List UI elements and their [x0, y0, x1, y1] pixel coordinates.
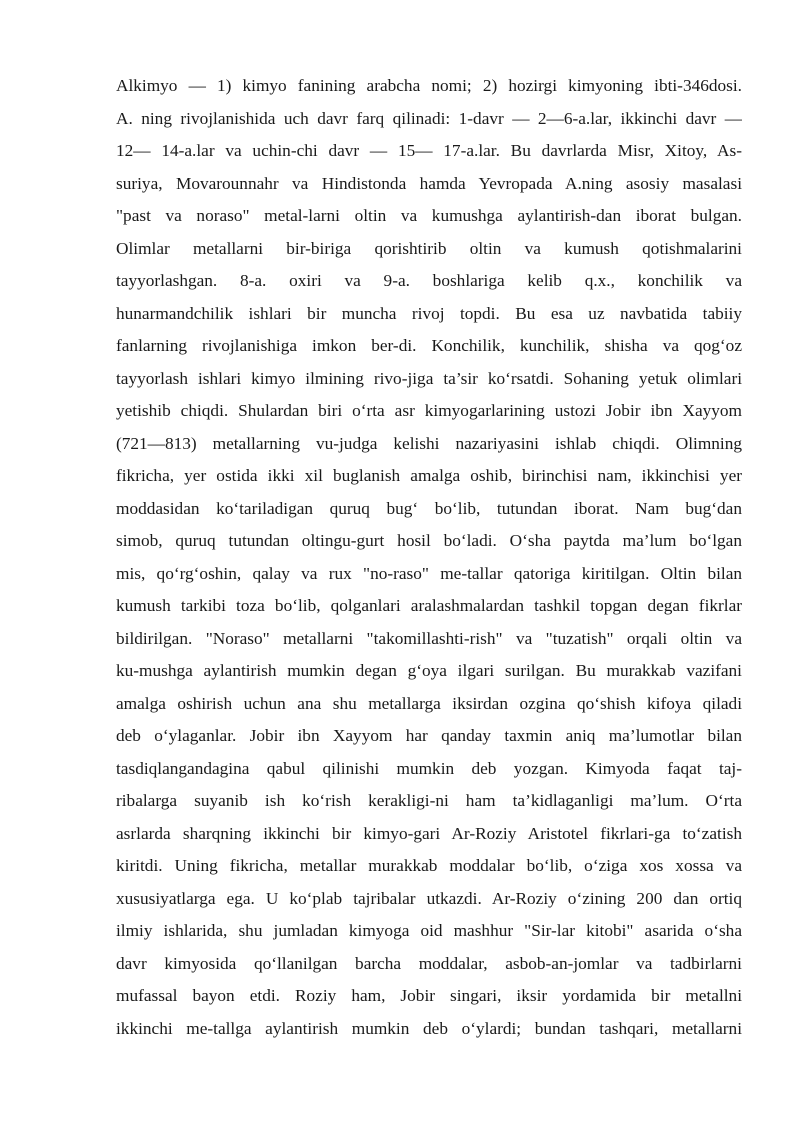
- text-line: moddasidan ko‘tariladigan quruq bug‘ bo‘lib, tutundan iborat. Nam bug‘dan: [116, 498, 742, 518]
- text-line: tayyorlash ishlari kimyo ilmining rivo-jiga ta’sir ko‘rsatdi. Sohaning yetuk olimlari: [116, 368, 742, 388]
- text-line: Alkimyo — 1) kimyo fanining arabcha nomi; 2) hozirgi kimyoning ibti-346dosi.: [116, 76, 742, 95]
- body-text: [116, 70, 742, 1045]
- text-line: kumush tarkibi toza bo‘lib, qolganlari aralashmalardan tashkil topgan degan fikrlar: [116, 596, 742, 615]
- text-line: "past va noraso" metal-larni oltin va kumushga aylantirish-dan iborat bulgan.: [116, 206, 742, 225]
- text-line: xususiyatlarga ega. U ko‘plab tajribalar utkazdi. Ar-Roziy o‘zining 200 dan ortiq: [116, 888, 742, 908]
- text-line: mufassal bayon etdi. Roziy ham, Jobir singari, iksir yordamida bir metallni: [116, 986, 742, 1005]
- text-line: fanlarning rivojlanishiga imkon ber-di. Konchilik, kunchilik, shisha va qog‘oz: [116, 336, 742, 355]
- text-line: amalga oshirish uchun ana shu metallarga iksirdan ozgina qo‘shish kifoya qiladi: [116, 693, 742, 713]
- text-line: ribalarga suyanib ish ko‘rish kerakligi-ni ham ta’kidlaganligi ma’lum. O‘rta: [116, 791, 742, 810]
- text-line: hunarmandchilik ishlari bir muncha rivoj topdi. Bu esa uz navbatida tabiiy: [116, 303, 742, 323]
- text-line: ikkinchi me-tallga aylantirish mumkin deb o‘ylardi; bundan tashqari, metallarni: [116, 1018, 742, 1038]
- text-line: Olimlar metallarni bir-biriga qorishtirib oltin va kumush qotishmalarini: [116, 238, 742, 258]
- text-line: ilmiy ishlarida, shu jumladan kimyoga oid mashhur "Sir-lar kitobi" asarida o‘sha: [116, 921, 742, 940]
- text-line: 12— 14-a.lar va uchin-chi davr — 15— 17-a.lar. Bu davrlarda Misr, Xitoy, As-: [116, 141, 742, 160]
- text-line: mis, qo‘rg‘oshin, qalay va rux "no-raso" me-tallar qatoriga kiritilgan. Oltin bilan: [116, 563, 742, 583]
- text-line: bildirilgan. "Noraso" metallarni "takomillashti-rish" va "tuzatish" orqali oltin va: [116, 628, 742, 648]
- text-line: A. ning rivojlanishida uch davr farq qilinadi: 1-davr — 2—6-a.lar, ikkinchi davr —: [116, 108, 742, 128]
- text-line: (721—813) metallarning vu-judga kelishi nazariyasini ishlab chiqdi. Olimning: [116, 433, 742, 453]
- text-line: kiritdi. Uning fikricha, metallar murakkab moddalar bo‘lib, o‘ziga xos xossa va: [116, 856, 742, 875]
- text-line: tayyorlashgan. 8-a. oxiri va 9-a. boshlariga kelib q.x., konchilik va: [116, 271, 742, 290]
- text-line: simob, quruq tutundan oltingu-gurt hosil bo‘ladi. O‘sha paytda ma’lum bo‘lgan: [116, 531, 742, 550]
- text-line: deb o‘ylaganlar. Jobir ibn Xayyom har qanday taxmin aniq ma’lumotlar bilan: [116, 726, 742, 745]
- text-line: ku-mushga aylantirish mumkin degan g‘oya ilgari surilgan. Bu murakkab vazifani: [116, 661, 742, 680]
- text-line: asrlarda sharqning ikkinchi bir kimyo-gari Ar-Roziy Aristotel fikrlari-ga to‘zatish: [116, 823, 742, 843]
- text-line: yetishib chiqdi. Shulardan biri o‘rta asr kimyogarlarining ustozi Jobir ibn Xayyom: [116, 401, 742, 420]
- text-line: fikricha, yer ostida ikki xil buglanish amalga oshib, birinchisi nam, ikkinchisi yer: [116, 466, 742, 485]
- text-line: tasdiqlangandagina qabul qilinishi mumkin deb yozgan. Kimyoda faqat taj-: [116, 758, 742, 778]
- text-line: suriya, Movarounnahr va Hindistonda hamda Yevropada A.ning asosiy masalasi: [116, 173, 742, 193]
- text-line: davr kimyosida qo‘llanilgan barcha moddalar, asbob-an-jomlar va tadbirlarni: [116, 953, 742, 973]
